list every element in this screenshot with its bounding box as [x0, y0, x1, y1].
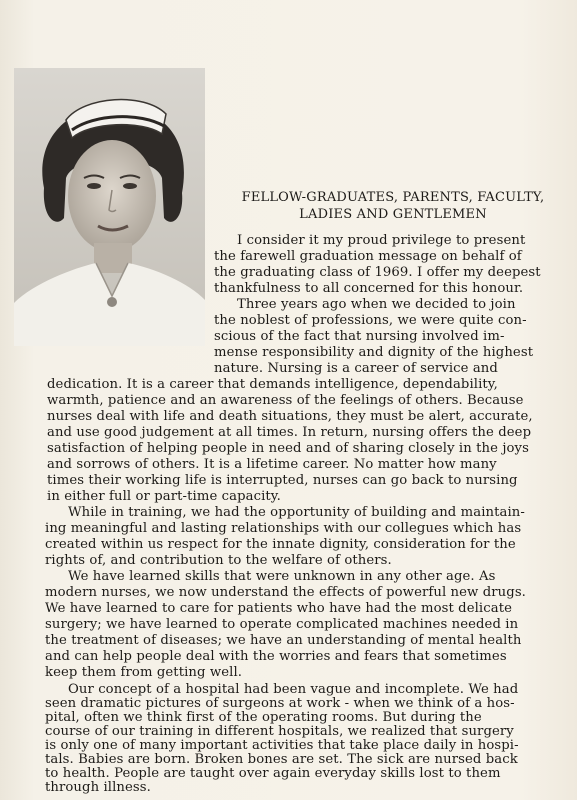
- heading-line: LADIES AND GENTLEMEN: [299, 207, 487, 222]
- body-line: and use good judgement at all times. In return, nursing offers the deep: [47, 425, 532, 440]
- body-line: and can help people deal with the worries and fears that sometimes: [45, 649, 507, 664]
- body-line: We have learned to care for patients who have had the most delicate: [45, 601, 512, 616]
- body-line: in either full or part-time capacity.: [47, 489, 281, 504]
- body-line: thankfulness to all concerned for this honour.: [214, 281, 524, 296]
- body-line: the treatment of diseases; we have an understanding of mental health: [45, 633, 522, 648]
- body-line: Three years ago when we decided to join: [237, 297, 516, 312]
- body-line: pital, often we think first of the operating rooms. But during the: [45, 710, 482, 725]
- body-line: tals. Babies are born. Broken bones are set. The sick are nursed back: [45, 752, 518, 767]
- body-line: nurses deal with life and death situations, they must be alert, accurate,: [47, 409, 533, 424]
- body-line: rights of, and contribution to the welfare of others.: [45, 553, 392, 568]
- body-line: satisfaction of helping people in need and of sharing closely in the joys: [47, 441, 529, 456]
- body-line: While in training, we had the opportunity of building and maintain-: [68, 505, 525, 520]
- graduate-portrait: [14, 68, 205, 346]
- body-line: modern nurses, we now understand the effects of powerful new drugs.: [45, 585, 526, 600]
- body-line: the noblest of professions, we were quite con-: [214, 313, 527, 328]
- body-line: scious of the fact that nursing involved im-: [214, 329, 505, 344]
- body-line: keep them from getting well.: [45, 665, 243, 680]
- body-line: I consider it my proud privilege to present: [237, 233, 526, 248]
- body-line: is only one of many important activities that take place daily in hospi-: [45, 738, 519, 753]
- body-line: the graduating class of 1969. I offer my deepest: [214, 265, 541, 280]
- body-line: nature. Nursing is a career of service and: [214, 361, 498, 376]
- body-line: created within us respect for the innate dignity, consideration for the: [45, 537, 516, 552]
- body-line: dedication. It is a career that demands intelligence, dependability,: [47, 377, 498, 392]
- address-heading: [212, 189, 574, 223]
- body-line: to health. People are taught over again everyday skills lost to them: [45, 766, 501, 781]
- body-line: and sorrows of others. It is a lifetime career. No matter how many: [47, 457, 497, 472]
- body-line: course of our training in different hospitals, we realized that surgery: [45, 724, 514, 739]
- body-line: through illness.: [45, 780, 151, 795]
- body-line: mense responsibility and dignity of the highest: [214, 345, 534, 360]
- body-line: surgery; we have learned to operate complicated machines needed in: [45, 617, 519, 632]
- body-line: warmth, patience and an awareness of the feelings of others. Because: [47, 393, 524, 408]
- body-line: ing meaningful and lasting relationships with our collegues which has: [45, 521, 522, 536]
- body-line: the farewell graduation message on behalf of: [214, 249, 522, 264]
- body-line: Our concept of a hospital had been vague and incomplete. We had: [68, 682, 519, 697]
- heading-line: FELLOW-GRADUATES, PARENTS, FACULTY,: [241, 190, 545, 205]
- body-line: We have learned skills that were unknown in any other age. As: [68, 569, 496, 584]
- body-line: times their working life is interrupted, nurses can go back to nursing: [47, 473, 518, 488]
- body-line: seen dramatic pictures of surgeons at work - when we think of a hos-: [45, 696, 515, 711]
